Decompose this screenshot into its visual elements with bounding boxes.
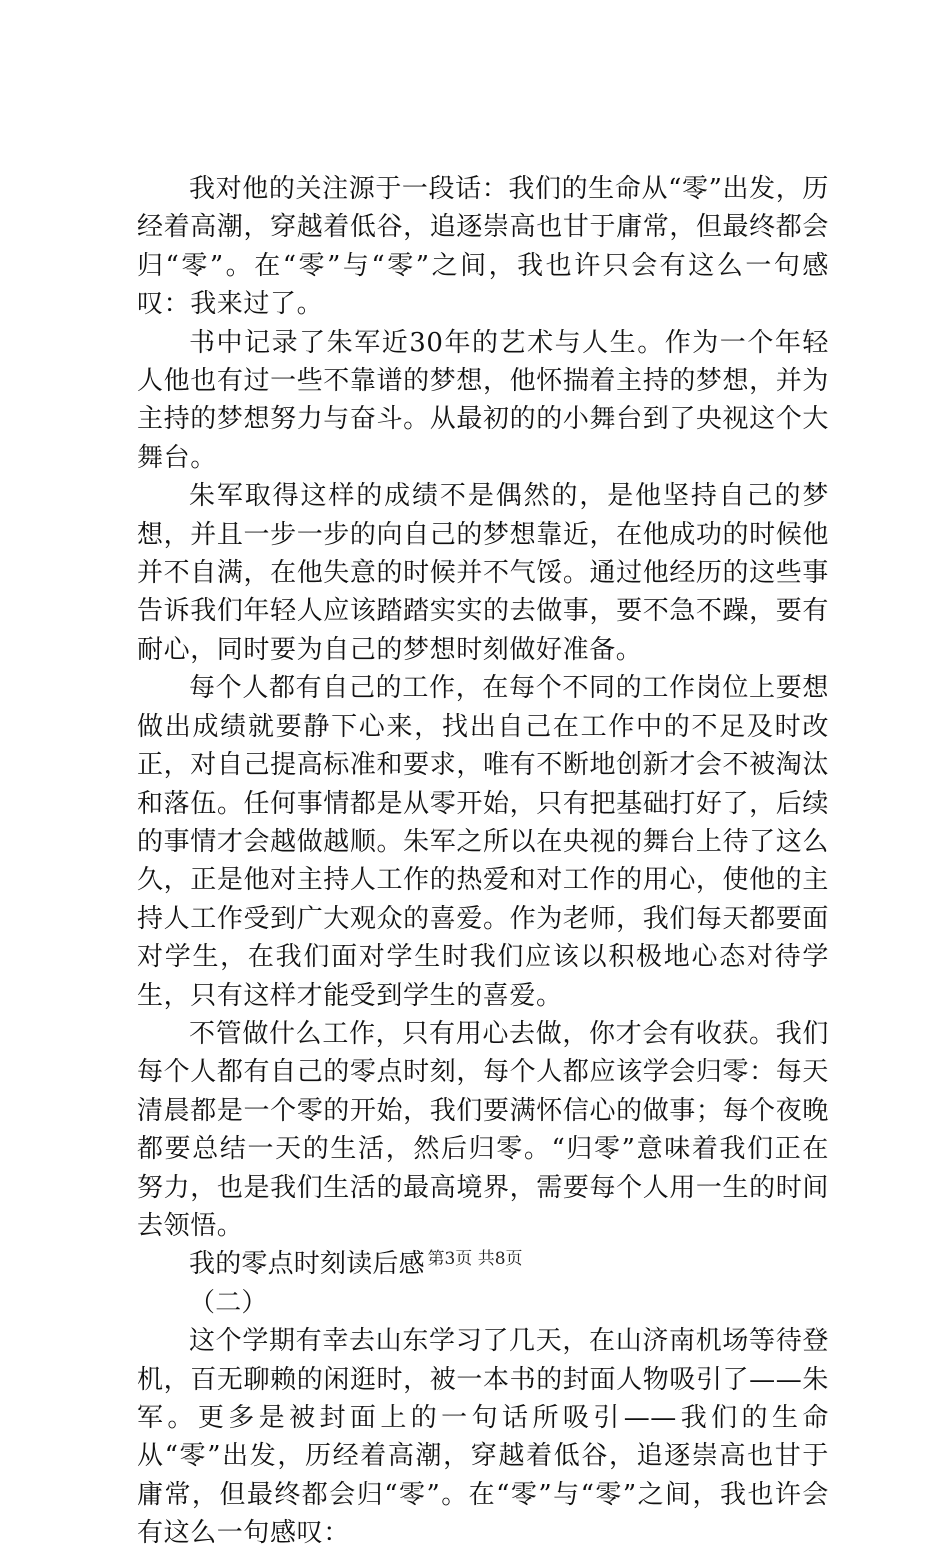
paragraph: 这个学期有幸去山东学习了几天，在山济南机场等待登机，百无聊赖的闲逛时，被一本书的封面人物吸引了——朱军。更多是被封面上的一句话所吸引——我们的生命从“零”出发，历经着高潮，穿越着低谷，追逐崇高也甘于庸常，但最终都会归“零”。在“零”与“零”之间，我也许会有这么一句感叹： <box>137 1326 829 1549</box>
section-subheading: （二） <box>189 1287 268 1318</box>
document-body <box>137 170 829 1553</box>
paragraph: 朱军取得这样的成绩不是偶然的，是他坚持自己的梦想，并且一步一步的向自己的梦想靠近，在他成功的时候他并不自满，在他失意的时候并不气馁。通过他经历的这些事告诉我们年轻人应该踏踏实实的去做事，要不急不躁，要有耐心，同时要为自己的梦想时刻做好准备。 <box>137 481 829 665</box>
paragraph: 书中记录了朱军近30年的艺术与人生。作为一个年轻人他也有过一些不靠谱的梦想，他怀揣着主持的梦想，并为主持的梦想努力与奋斗。从最初的的小舞台到了央视这个大舞台。 <box>137 327 829 473</box>
paragraph: 每个人都有自己的工作，在每个不同的工作岗位上要想做出成绩就要静下心来，找出自己在工作中的不足及时改正，对自己提高标准和要求，唯有不断地创新才会不被淘汰和落伍。任何事情都是从零开始，只有把基础打好了，后续的事情才会越做越顺。朱军之所以在央视的舞台上待了这么久，正是他对主持人工作的热爱和对工作的用心，使他的主持人工作受到广大观众的喜爱。作为老师，我们每天都要面对学生，在我们面对学生时我们应该以积极地心态对待学生，只有这样才能受到学生的喜爱。 <box>137 673 829 1011</box>
paragraph: 不管做什么工作，只有用心去做，你才会有收获。我们每个人都有自己的零点时刻，每个人都应该学会归零：每天清晨都是一个零的开始，我们要满怀信心的做事；每个夜晚都要总结一天的生活，然后归零。“归零”意味着我们正在努力，也是我们生活的最高境界，需要每个人用一生的时间去领悟。 <box>137 1018 829 1241</box>
section-heading: 我的零点时刻读后感 <box>189 1249 425 1280</box>
page-number: 第3页 共8页 <box>427 1249 523 1269</box>
paragraph: 我对他的关注源于一段话：我们的生命从“零”出发，历经着高潮，穿越着低谷，追逐崇高也甘于庸常，但最终都会归“零”。在“零”与“零”之间，我也许只会有这么一句感叹：我来过了。 <box>137 174 829 320</box>
